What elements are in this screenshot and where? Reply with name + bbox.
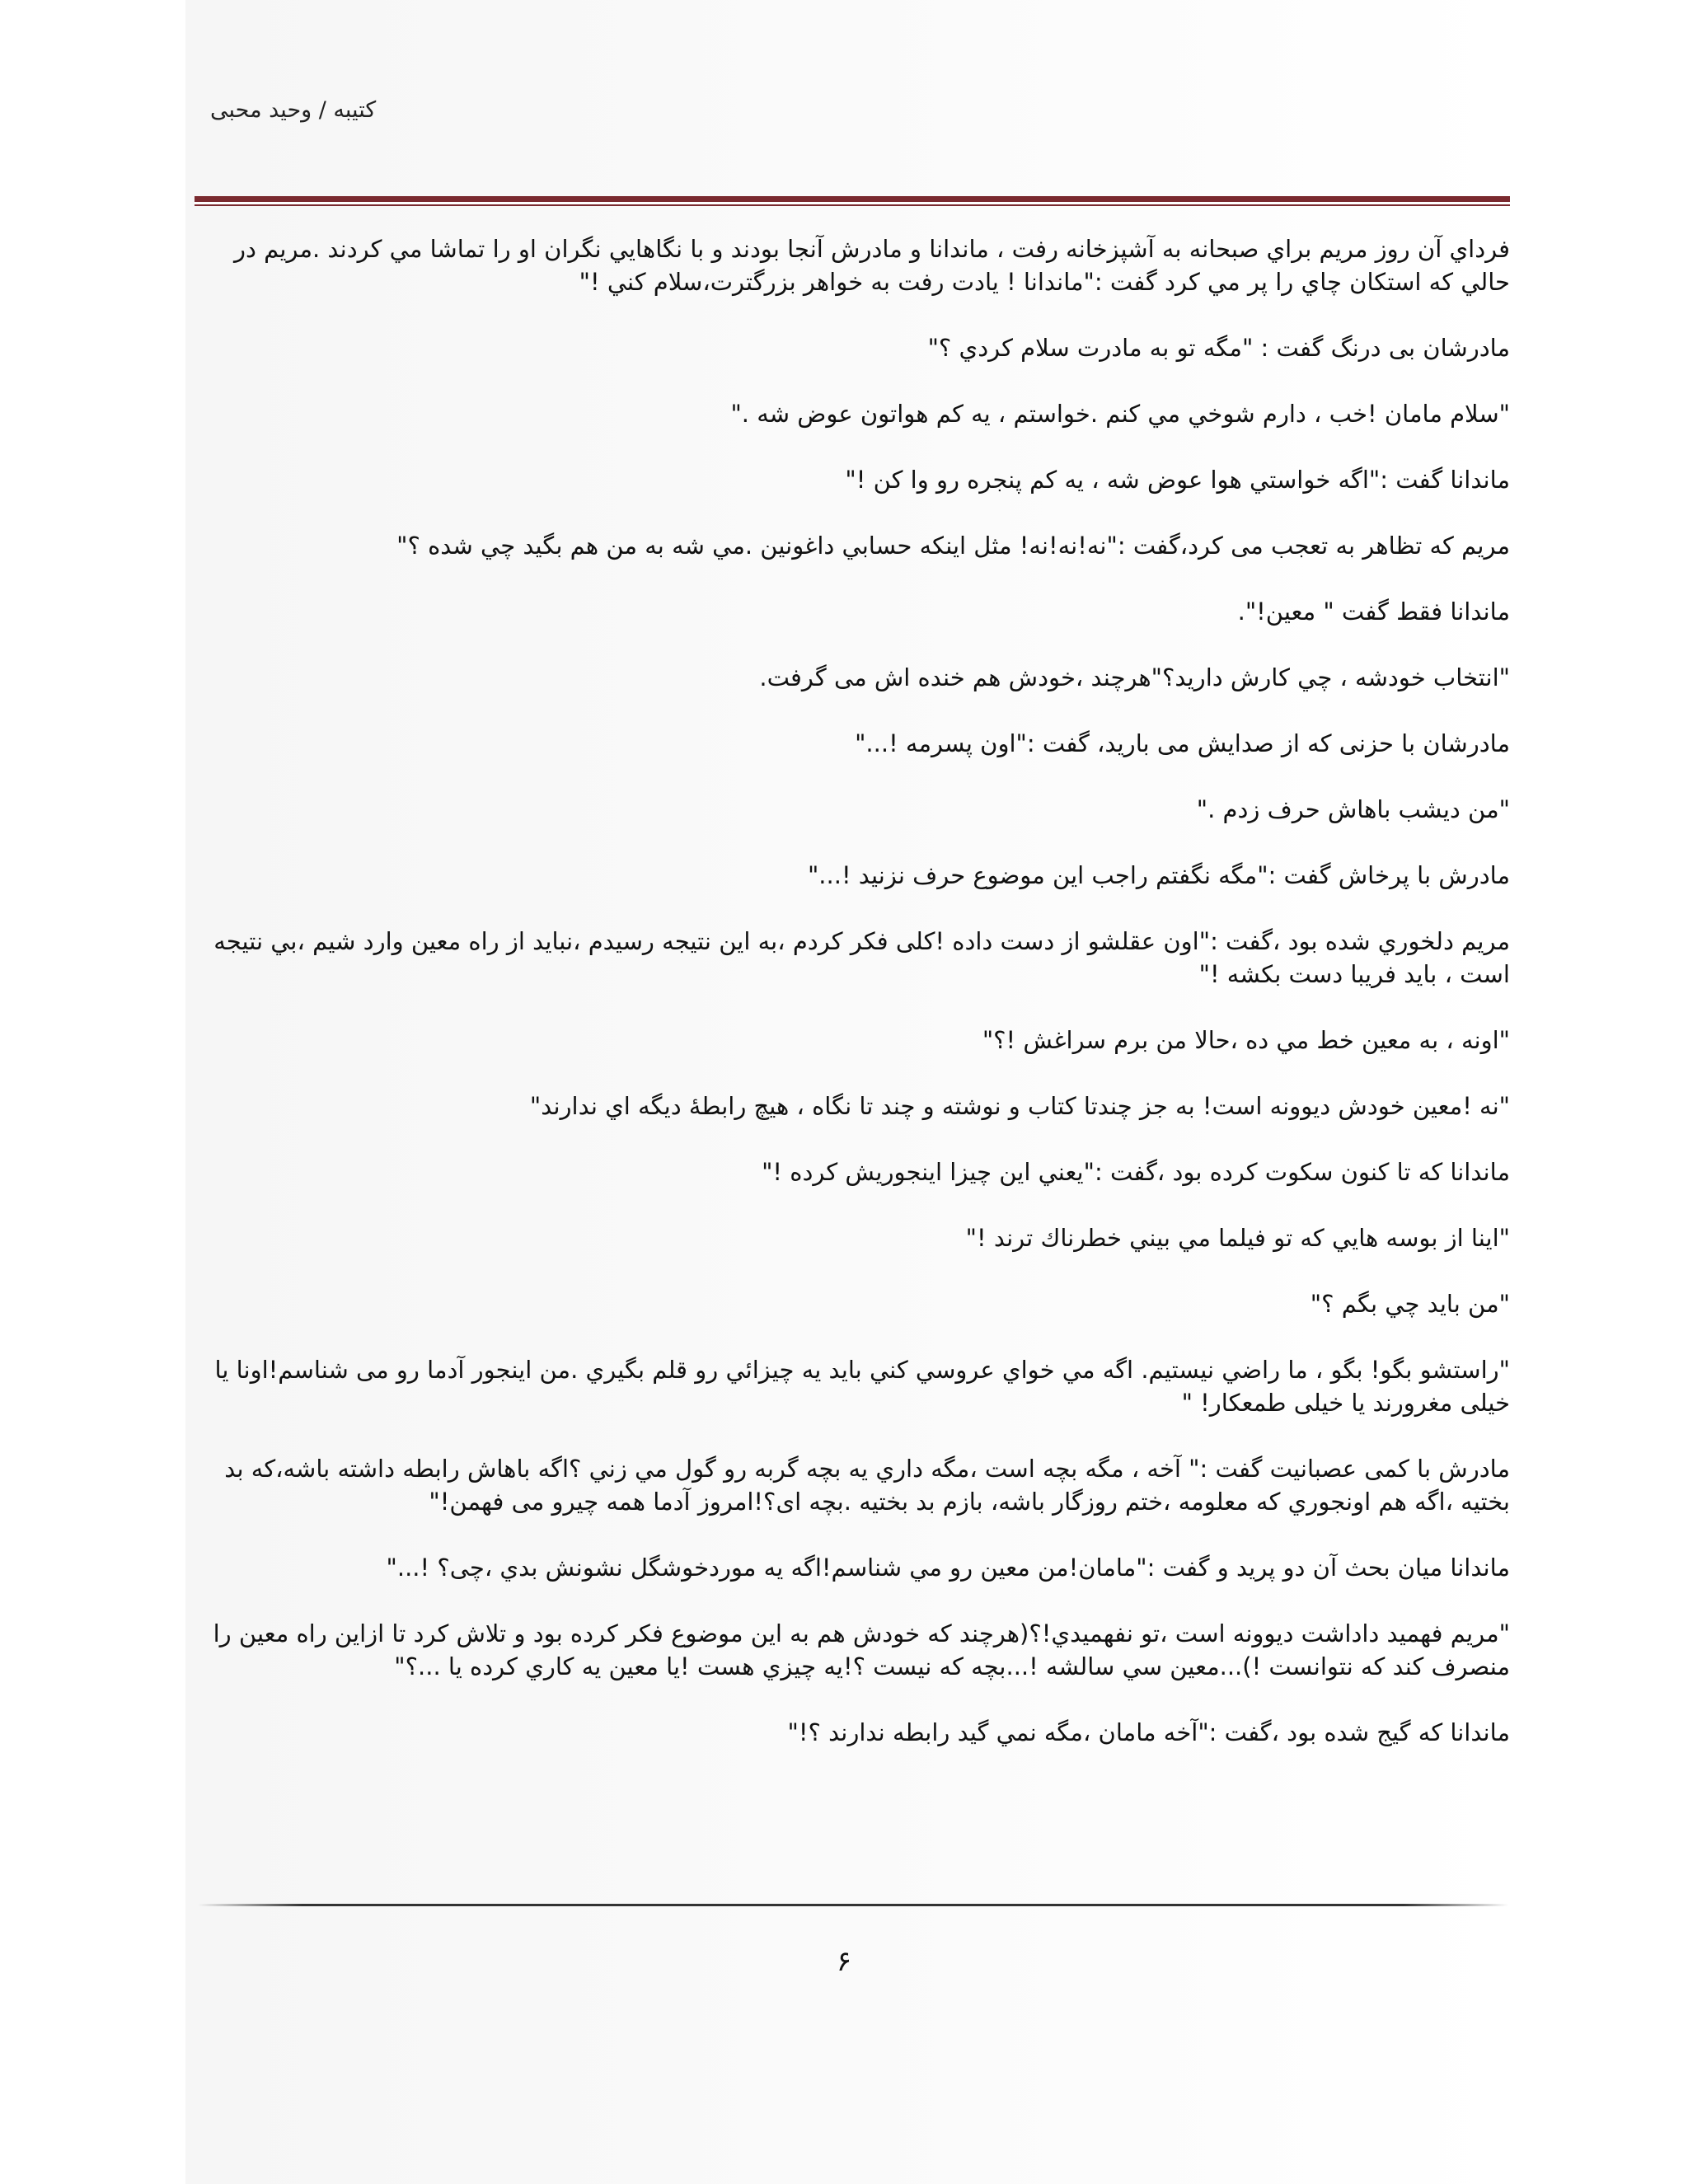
paragraph: ماندانا كه تا كنون سكوت كرده بود ،گفت :"يعني اين چيزا اينجوريش كرده !" (762, 1158, 1510, 1186)
page-number: ۶ (836, 1945, 852, 1978)
paragraph: مادرش با كمی عصبانيت گفت :" آخه ، مگه بچه است ،مگه داري يه بچه گربه رو گول مي زني ؟اگه باهاش رابطه داشته باشه،كه بد بختيه ،اگه هم اونجوري كه معلومه ،ختم روزگار باشه، بازم بد بختيه .بچه ای؟!امروز آدما همه چيرو می فهمن!" (224, 1455, 1510, 1516)
paragraph: مادرشان با حزنی كه از صدايش می باريد، گفت :"اون پسرمه !..." (855, 729, 1510, 757)
paragraph: مادرش با پرخاش گفت :"مگه نگفتم راجب اين موضوع حرف نزنيد !..." (807, 861, 1510, 889)
paragraph: "انتخاب خودشه ، چي كارش داريد؟"هرچند ،خودش هم خنده اش می گرفت. (759, 663, 1510, 691)
paragraph: فرداي آن روز مريم براي صبحانه به آشپزخانه رفت ، ماندانا و مادرش آنجا بودند و با نگاهايي نگران او را تماشا مي كردند .مريم در حالي كه استكان چاي را پر مي كرد گفت :"ماندانا ! يادت رفت به خواهر بزرگترت،سلام كني !" (233, 235, 1510, 296)
paragraph: "من ديشب باهاش حرف زدم ." (1196, 795, 1510, 823)
paragraph: مريم دلخوري شده بود ،گفت :"اون عقلشو از دست داده !كلی فكر كردم ،به اين نتيجه رسيدم ،نبايد از راه معين وارد شيم ،بي نتيجه است ، بايد فريبا دست بكشه !" (213, 927, 1510, 988)
paragraph: ماندانا كه گيج شده بود ،گفت :"آخه مامان ،مگه نمي گيد رابطه ندارند ؟!" (787, 1718, 1510, 1746)
header-rule-thick (195, 196, 1510, 202)
paragraph: مادرشان بی درنگ گفت : "مگه تو به مادرت سلام كردي ؟" (927, 334, 1510, 362)
paragraph: ماندانا گفت :"اگه خواستي هوا عوض شه ، يه كم پنجره رو وا كن !" (845, 466, 1510, 494)
paragraph: ماندانا ميان بحث آن دو پريد و گفت :"مامان!من معين رو مي شناسم!اگه يه موردخوشگل نشونش بدي ،چی؟ !..." (386, 1554, 1510, 1582)
body-text (206, 232, 1510, 1782)
running-header: کتیبه / وحید محبی (210, 97, 377, 123)
paragraph: "راستشو بگو! بگو ، ما راضي نيستيم. اگه مي خواي عروسي كني بايد يه چيزائي رو قلم بگيري .من اينجور آدما رو می شناسم!اونا يا خيلی مغرورند يا خيلی طمعكار! " (214, 1356, 1510, 1417)
paragraph: ماندانا فقط گفت " معين!". (1237, 598, 1510, 626)
paragraph: "مريم فهميد داداشت ديوونه است ،تو نفهميدي!؟(هرچند كه خودش هم به اين موضوع فكر كرده بود و تلاش كرد تا ازاين راه معين را منصرف كند كه نتوانست !)...معين سي سالشه !...بچه كه نيست ؟!يه چيزي هست !يا معين يه كاري كرده يا ...؟" (213, 1619, 1510, 1680)
paragraph: "اينا از بوسه هايي كه تو فيلما مي بيني خطرناك ترند !" (965, 1224, 1510, 1252)
footer-rule (198, 1904, 1508, 1906)
header-rule (195, 196, 1510, 206)
paragraph: "اونه ، به معين خط مي ده ،حالا من برم سراغش !؟" (982, 1026, 1510, 1054)
paragraph: "نه !معين خودش ديوونه است! به جز چندتا كتاب و نوشته و چند تا نگاه ، هيچ رابطۀ ديگه اي ندارند" (529, 1092, 1510, 1120)
header-rule-thin (195, 204, 1510, 206)
paragraph: "من بايد چي بگم ؟" (1310, 1290, 1510, 1318)
paragraph: مريم كه تظاهر به تعجب می کرد،گفت :"نه!نه!نه! مثل اينكه حسابي داغونين .مي شه به من هم بگيد چي شده ؟" (396, 532, 1510, 560)
paragraph: "سلام مامان !خب ، دارم شوخي مي كنم .خواستم ، يه كم هواتون عوض شه ." (730, 400, 1510, 428)
